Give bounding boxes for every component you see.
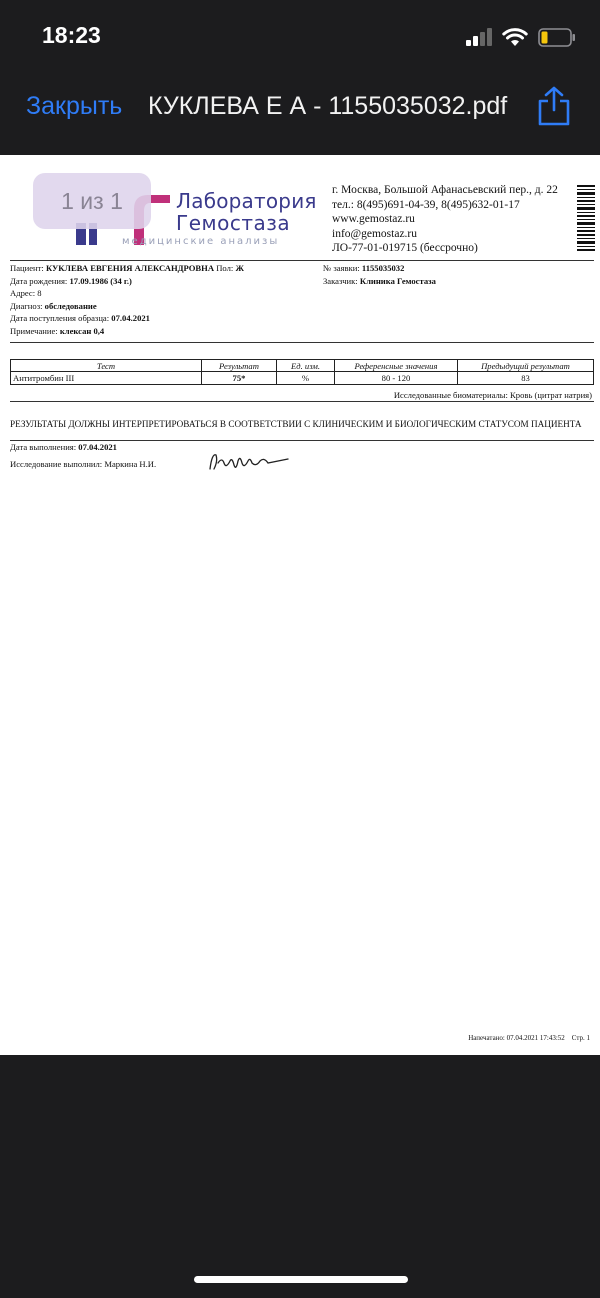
cellular-signal-icon: [466, 28, 492, 46]
completion-date: 07.04.2021: [78, 442, 117, 452]
patient-info: [10, 262, 244, 337]
document-title: КУКЛЕВА Е А - 1155035032.pdf: [148, 92, 508, 120]
performer-row: [10, 458, 156, 471]
order-number: 1155035032: [361, 263, 405, 273]
page-indicator: 1 из 1: [33, 173, 151, 229]
test-name: Антитромбин III: [11, 372, 202, 385]
logo-line-2: Гемостаза: [176, 211, 291, 235]
status-bar: [0, 0, 600, 72]
completion-row: Дата выполнения: 07.04.2021: [10, 442, 117, 452]
col-result: Результат: [202, 360, 277, 372]
interpretation-notice: РЕЗУЛЬТАТЫ ДОЛЖНЫ ИНТЕРПРЕТИРОВАТЬСЯ В СООТВЕТСТВИИ С КЛИНИЧЕСКИМ И БИОЛОГИЧЕСКИМ СТАТУСОМ ПАЦИЕНТА: [10, 419, 582, 429]
dob-row: Дата рождения: 17.09.1986 (34 г.): [10, 275, 132, 286]
patient-note: клексан 0,4: [59, 325, 105, 336]
signature-icon: [206, 447, 290, 477]
patient-address: 8: [37, 288, 42, 298]
received-row: Дата поступления образца: 07.04.2021: [10, 313, 150, 323]
test-reference: 80 - 120: [335, 372, 458, 385]
close-button[interactable]: Закрыть: [26, 92, 123, 120]
address-row: Адрес: 8: [10, 288, 42, 298]
logo-tagline: медицинские анализы: [122, 236, 280, 247]
wifi-icon: [502, 28, 528, 47]
patient-sex: Ж: [235, 263, 244, 273]
battery-icon: [538, 28, 576, 47]
patient-dob: 17.09.1986 (34 г.): [69, 275, 132, 286]
barcode-icon: [577, 185, 595, 251]
order-row: № заявки: 1155035032: [323, 263, 405, 273]
test-previous: 83: [458, 372, 594, 385]
contact-license: ЛО-77-01-019715 (бессрочно): [332, 242, 478, 254]
col-unit: Ед. изм.: [277, 360, 335, 372]
contact-email: info@gemostaz.ru: [332, 227, 417, 240]
sample-received-date: 07.04.2021: [111, 313, 150, 323]
diagnosis-row: Диагноз: обследование: [10, 300, 97, 311]
biomaterial-divider: [10, 401, 594, 402]
col-test: Тест: [11, 360, 202, 372]
biomaterial-note: Исследованные биоматериалы: Кровь (цитрат натрия): [393, 390, 592, 400]
col-reference: Референсные значения: [335, 360, 458, 372]
col-previous: Предыдущий результат: [458, 360, 594, 372]
share-icon[interactable]: [536, 86, 572, 126]
performer-name: Исследование выполнил: Маркина Н.И.: [10, 458, 157, 469]
patient-name: КУКЛЕВА ЕВГЕНИЯ АЛЕКСАНДРОВНА: [45, 263, 215, 273]
contact-phone: тел.: 8(495)691-04-39, 8(495)632-01-17: [332, 198, 520, 211]
results-table: [10, 359, 594, 385]
contact-address: г. Москва, Большой Афанасьевский пер., д. 22: [332, 184, 558, 196]
order-info: [323, 262, 436, 287]
test-unit: %: [277, 372, 335, 385]
info-divider: [10, 342, 594, 343]
nav-bar: [0, 72, 600, 154]
note-row: Примечание: клексан 0,4: [10, 325, 105, 336]
logo-line-1: Лаборатория: [176, 189, 317, 213]
page-number: Стр. 1: [571, 1034, 590, 1042]
print-footer: [468, 1034, 590, 1042]
patient-diagnosis: обследование: [44, 300, 97, 311]
home-indicator[interactable]: [194, 1276, 408, 1283]
table-row: [11, 372, 594, 385]
results-header-row: [11, 360, 594, 372]
lab-contacts: [332, 183, 558, 256]
document-page[interactable]: [0, 155, 600, 1055]
contact-website: www.gemostaz.ru: [332, 213, 415, 225]
status-time: 18:23: [42, 22, 101, 48]
printed-timestamp: Напечатано: 07.04.2021 17:43:52: [468, 1034, 565, 1042]
test-result: 75*: [202, 372, 277, 385]
status-icons: [466, 26, 576, 48]
customer-row: Заказчик: Клиника Гемостаза: [323, 275, 436, 286]
completion-info: [10, 441, 156, 470]
customer-name: Клиника Гемостаза: [359, 275, 436, 286]
header-divider: [10, 260, 594, 261]
patient-row: Пациент: КУКЛЕВА ЕВГЕНИЯ АЛЕКСАНДРОВНА Пол: Ж: [10, 263, 244, 273]
